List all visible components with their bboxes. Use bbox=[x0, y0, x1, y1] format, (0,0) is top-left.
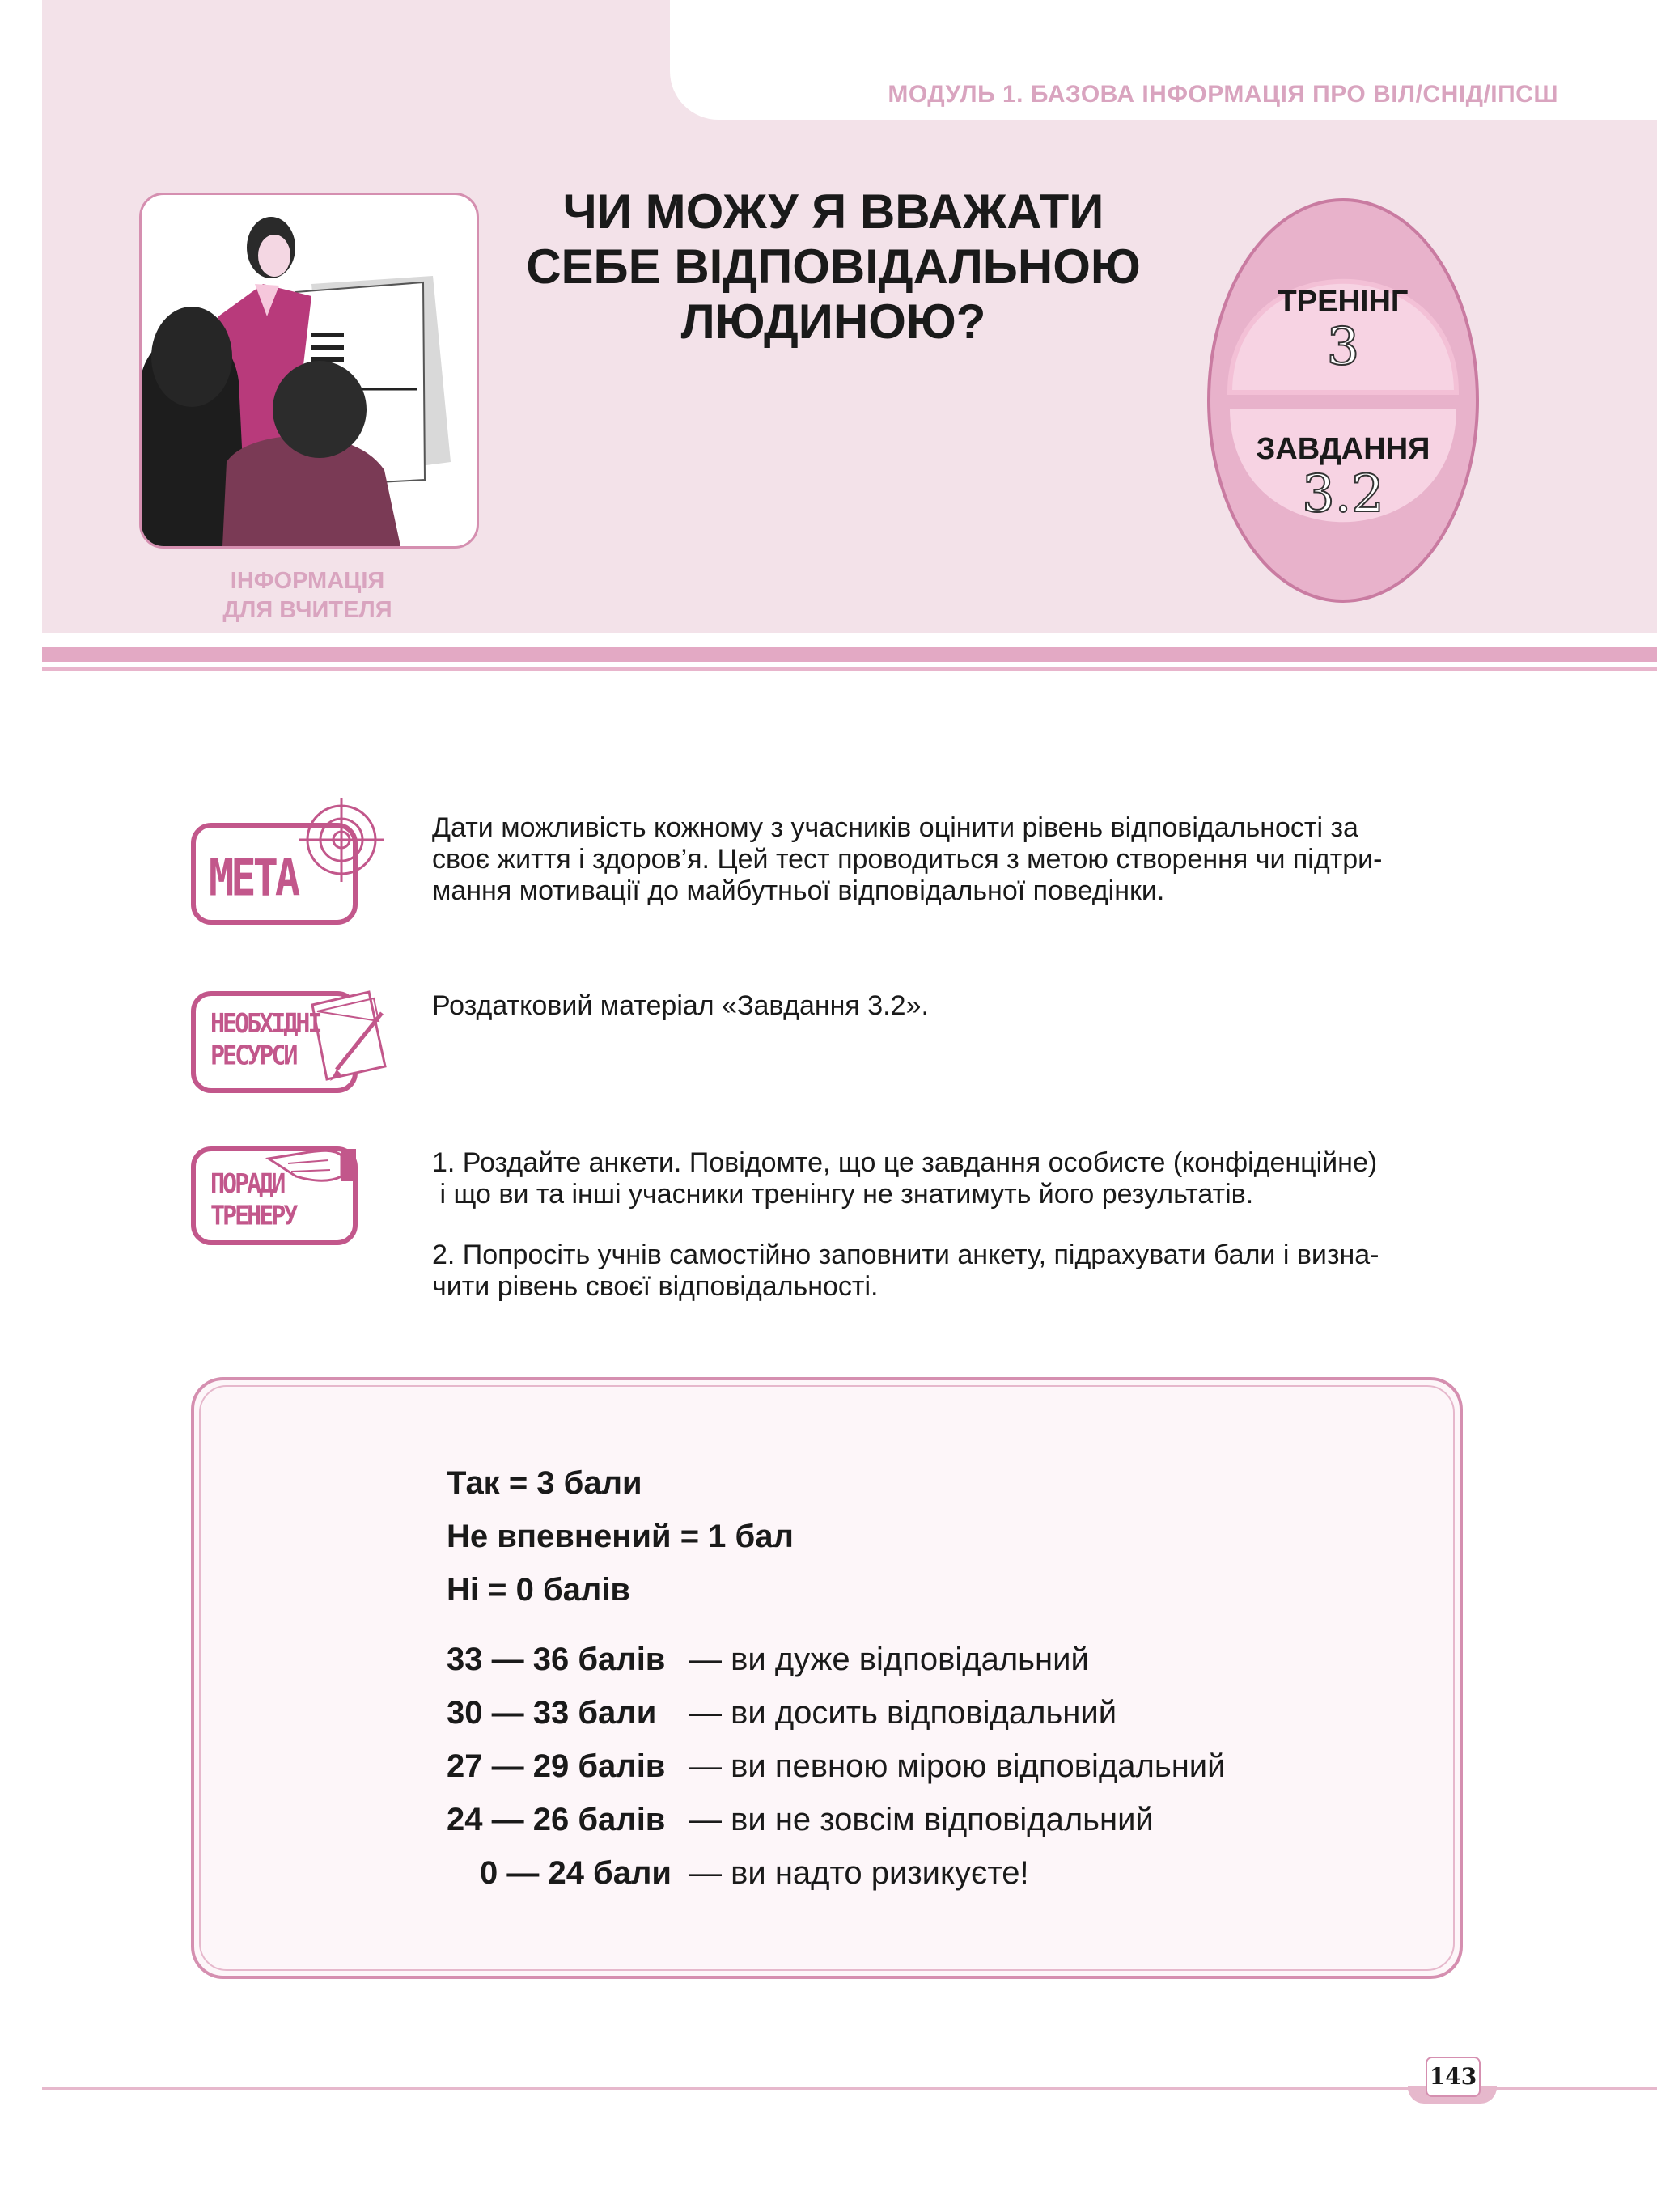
training-number: 3 bbox=[1326, 317, 1360, 377]
training-label: ТРЕНІНГ bbox=[1278, 285, 1409, 319]
scale-description: — ви не зовсім відповідальний bbox=[689, 1802, 1154, 1837]
resources-icon-label: НЕОБХІДНІ РЕСУРСИ bbox=[210, 1008, 320, 1072]
module-title: МОДУЛЬ 1. БАЗОВА ІНФОРМАЦІЯ ПРО ВІЛ/СНІД/ІПСШ bbox=[888, 81, 1558, 108]
scale-row bbox=[447, 1846, 1225, 1900]
scale-description: — ви дуже відповідальний bbox=[689, 1642, 1089, 1677]
header-divider-thin bbox=[42, 667, 1657, 671]
scale-description: — ви надто ризикуєте! bbox=[689, 1855, 1029, 1891]
scale-row bbox=[447, 1686, 1225, 1740]
tips-step-2: 2. Попросіть учнів самостійно заповнити анкету, підрахувати бали і визна- чити рівень своєї відповідальності. bbox=[432, 1239, 1379, 1302]
page-title: ЧИ МОЖУ Я ВВАЖАТИ СЕБЕ ВІДПОВІДАЛЬНОЮ ЛЮДИНОЮ? bbox=[526, 184, 1141, 349]
points-item: Ні = 0 балів bbox=[447, 1572, 631, 1608]
scale-description: — ви певною мірою відповідальний bbox=[689, 1748, 1226, 1784]
task-label: ЗАВДАННЯ bbox=[1256, 432, 1430, 466]
resources-text: Роздатковий матеріал «Завдання 3.2». bbox=[432, 990, 929, 1021]
resources-badge bbox=[191, 989, 388, 1094]
egg-badge-icon bbox=[1206, 196, 1481, 605]
score-scale bbox=[447, 1633, 1225, 1900]
points-item: Не впевнений = 1 бал bbox=[447, 1519, 794, 1554]
teacher-illustration bbox=[139, 193, 479, 549]
scale-range: 30 — 33 бали bbox=[447, 1695, 657, 1731]
goal-badge bbox=[191, 796, 385, 926]
teacher-info-label: ІНФОРМАЦІЯ ДЛЯ ВЧИТЕЛЯ bbox=[222, 568, 392, 623]
scale-row bbox=[447, 1740, 1225, 1793]
scale-description: — ви досить відповідальний bbox=[689, 1695, 1117, 1731]
scale-range: 0 — 24 бали bbox=[479, 1855, 672, 1891]
tips-icon-label: ПОРАДИ ТРЕНЕРУ bbox=[210, 1168, 296, 1232]
tips-badge bbox=[191, 1136, 361, 1246]
header-divider bbox=[42, 647, 1657, 662]
presenter-illustration-icon bbox=[142, 195, 477, 546]
tips-step-1: 1. Роздайте анкети. Повідомте, що це завдання особисте (конфіденційне) і що ви та інші учасники тренінгу не знатимуть його результатів. bbox=[432, 1147, 1378, 1210]
scale-range: 27 — 29 балів bbox=[447, 1748, 666, 1784]
scale-range: 33 — 36 балів bbox=[447, 1642, 666, 1677]
goal-icon-label: МЕТА bbox=[209, 850, 298, 908]
training-task-badge bbox=[1206, 196, 1481, 605]
scale-row bbox=[447, 1633, 1225, 1686]
points-item: Так = 3 бали bbox=[447, 1465, 642, 1501]
goal-text: Дати можливість кожному з учасників оцінити рівень відповідальності за своє життя і здоров’я. Цей тест проводиться з метою створення чи підтри- мання мотивації до майбутньої відповідальної поведінки. bbox=[432, 812, 1383, 906]
task-number: 3.2 bbox=[1302, 464, 1384, 524]
page-number: 143 bbox=[1426, 2057, 1481, 2097]
scale-row bbox=[447, 1793, 1225, 1846]
scale-range: 24 — 26 балів bbox=[447, 1802, 666, 1837]
points-list bbox=[447, 1456, 794, 1617]
